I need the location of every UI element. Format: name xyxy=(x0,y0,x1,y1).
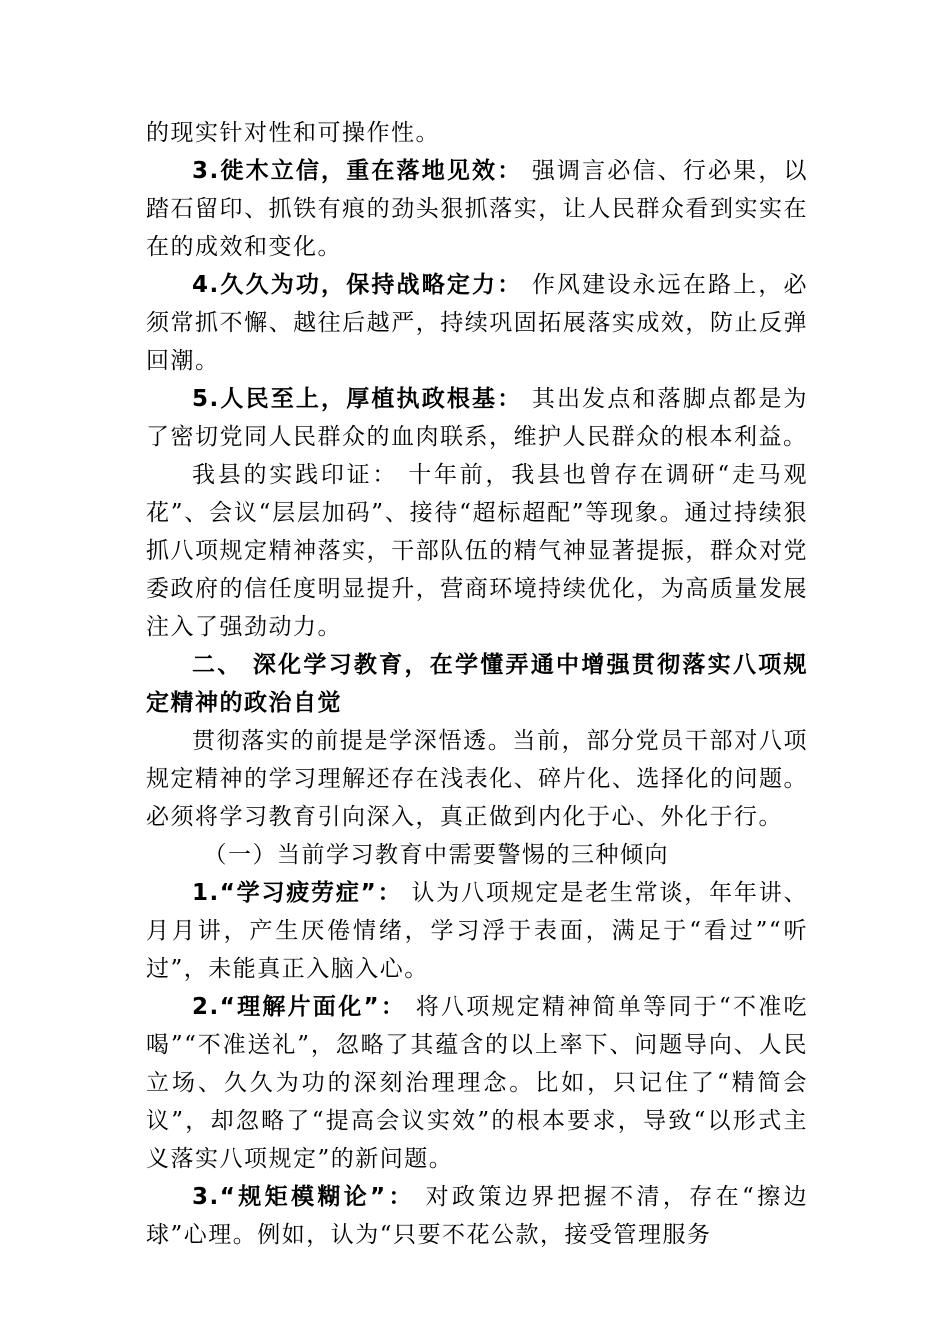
point-heading: 5.人民至上，厚植执政根基： xyxy=(192,386,523,412)
paragraph-text: 贯彻落实的前提是学深悟透。当前，部分党员干部对八项规定精神的学习理解还存在浅表化、碎片化、选择化的问题。必须将学习教育引向深入，真正做到内化于心、外化于行。 xyxy=(146,728,808,830)
point-text: 认为八项规定是老生常谈，年年讲、月月讲，产生厌倦情绪，学习浮于表面，满足于“看过”“听过”，未能真正入脑入心。 xyxy=(146,880,808,982)
point-heading: 3.“规矩模糊论”： xyxy=(192,1184,415,1210)
point-text: 作风建设永远在路上，必须常抓不懈、越往后越严，持续巩固拓展落实成效，防止反弹回潮。 xyxy=(146,272,808,374)
document-body xyxy=(146,114,808,1254)
point-text: 其出发点和落脚点都是为了密切党同人民群众的血肉联系，维护人民群众的根本利益。 xyxy=(146,386,808,450)
point-text: 强调言必信、行必果，以踏石留印、抓铁有痕的劲头狠抓落实，让人民群众看到实实在在的成效和变化。 xyxy=(146,158,808,260)
paragraph-section-intro xyxy=(146,722,808,836)
paragraph-tendency-1 xyxy=(146,874,808,988)
paragraph-point-4 xyxy=(146,266,808,380)
point-text: 对政策边界把握不清，存在“擦边球”心理。例如，认为“只要不花公款，接受管理服务 xyxy=(146,1184,808,1248)
paragraph-point-3 xyxy=(146,152,808,266)
point-text: 将八项规定精神简单等同于“不准吃喝”“不准送礼”，忽略了其蕴含的以上率下、问题导向、人民立场、久久为功的深刻治理理念。比如，只记住了“精简会议”，却忽略了“提高会议实效”的根本要求，导致“以形式主义落实八项规定”的新问题。 xyxy=(146,994,808,1172)
point-heading: 2.“理解片面化”： xyxy=(192,994,407,1020)
subsection-heading-1: （一）当前学习教育中需要警惕的三种倾向 xyxy=(203,842,669,868)
paragraph-continued xyxy=(146,114,808,152)
paragraph-tendency-2 xyxy=(146,988,808,1178)
section-heading-2: 二、 深化学习教育，在学懂弄通中增强贯彻落实八项规定精神的政治自觉 xyxy=(146,652,808,716)
point-heading: 1.“学习疲劳症”： xyxy=(192,880,403,906)
paragraph-text: 我县的实践印证： 十年前，我县也曾存在调研“走马观花”、会议“层层加码”、接待“超标超配”等现象。通过持续狠抓八项规定精神落实，干部队伍的精气神显著提振，群众对党委政府的信任度明显提升，营商环境持续优化，为高质量发展注入了强劲动力。 xyxy=(146,462,808,640)
paragraph-point-5 xyxy=(146,380,808,456)
paragraph-county-practice xyxy=(146,456,808,646)
point-heading: 3.徙木立信，重在落地见效： xyxy=(192,158,523,184)
point-heading: 4.久久为功，保持战略定力： xyxy=(192,272,523,298)
paragraph-text: 的现实针对性和可操作性。 xyxy=(146,120,440,146)
paragraph-tendency-3 xyxy=(146,1178,808,1254)
